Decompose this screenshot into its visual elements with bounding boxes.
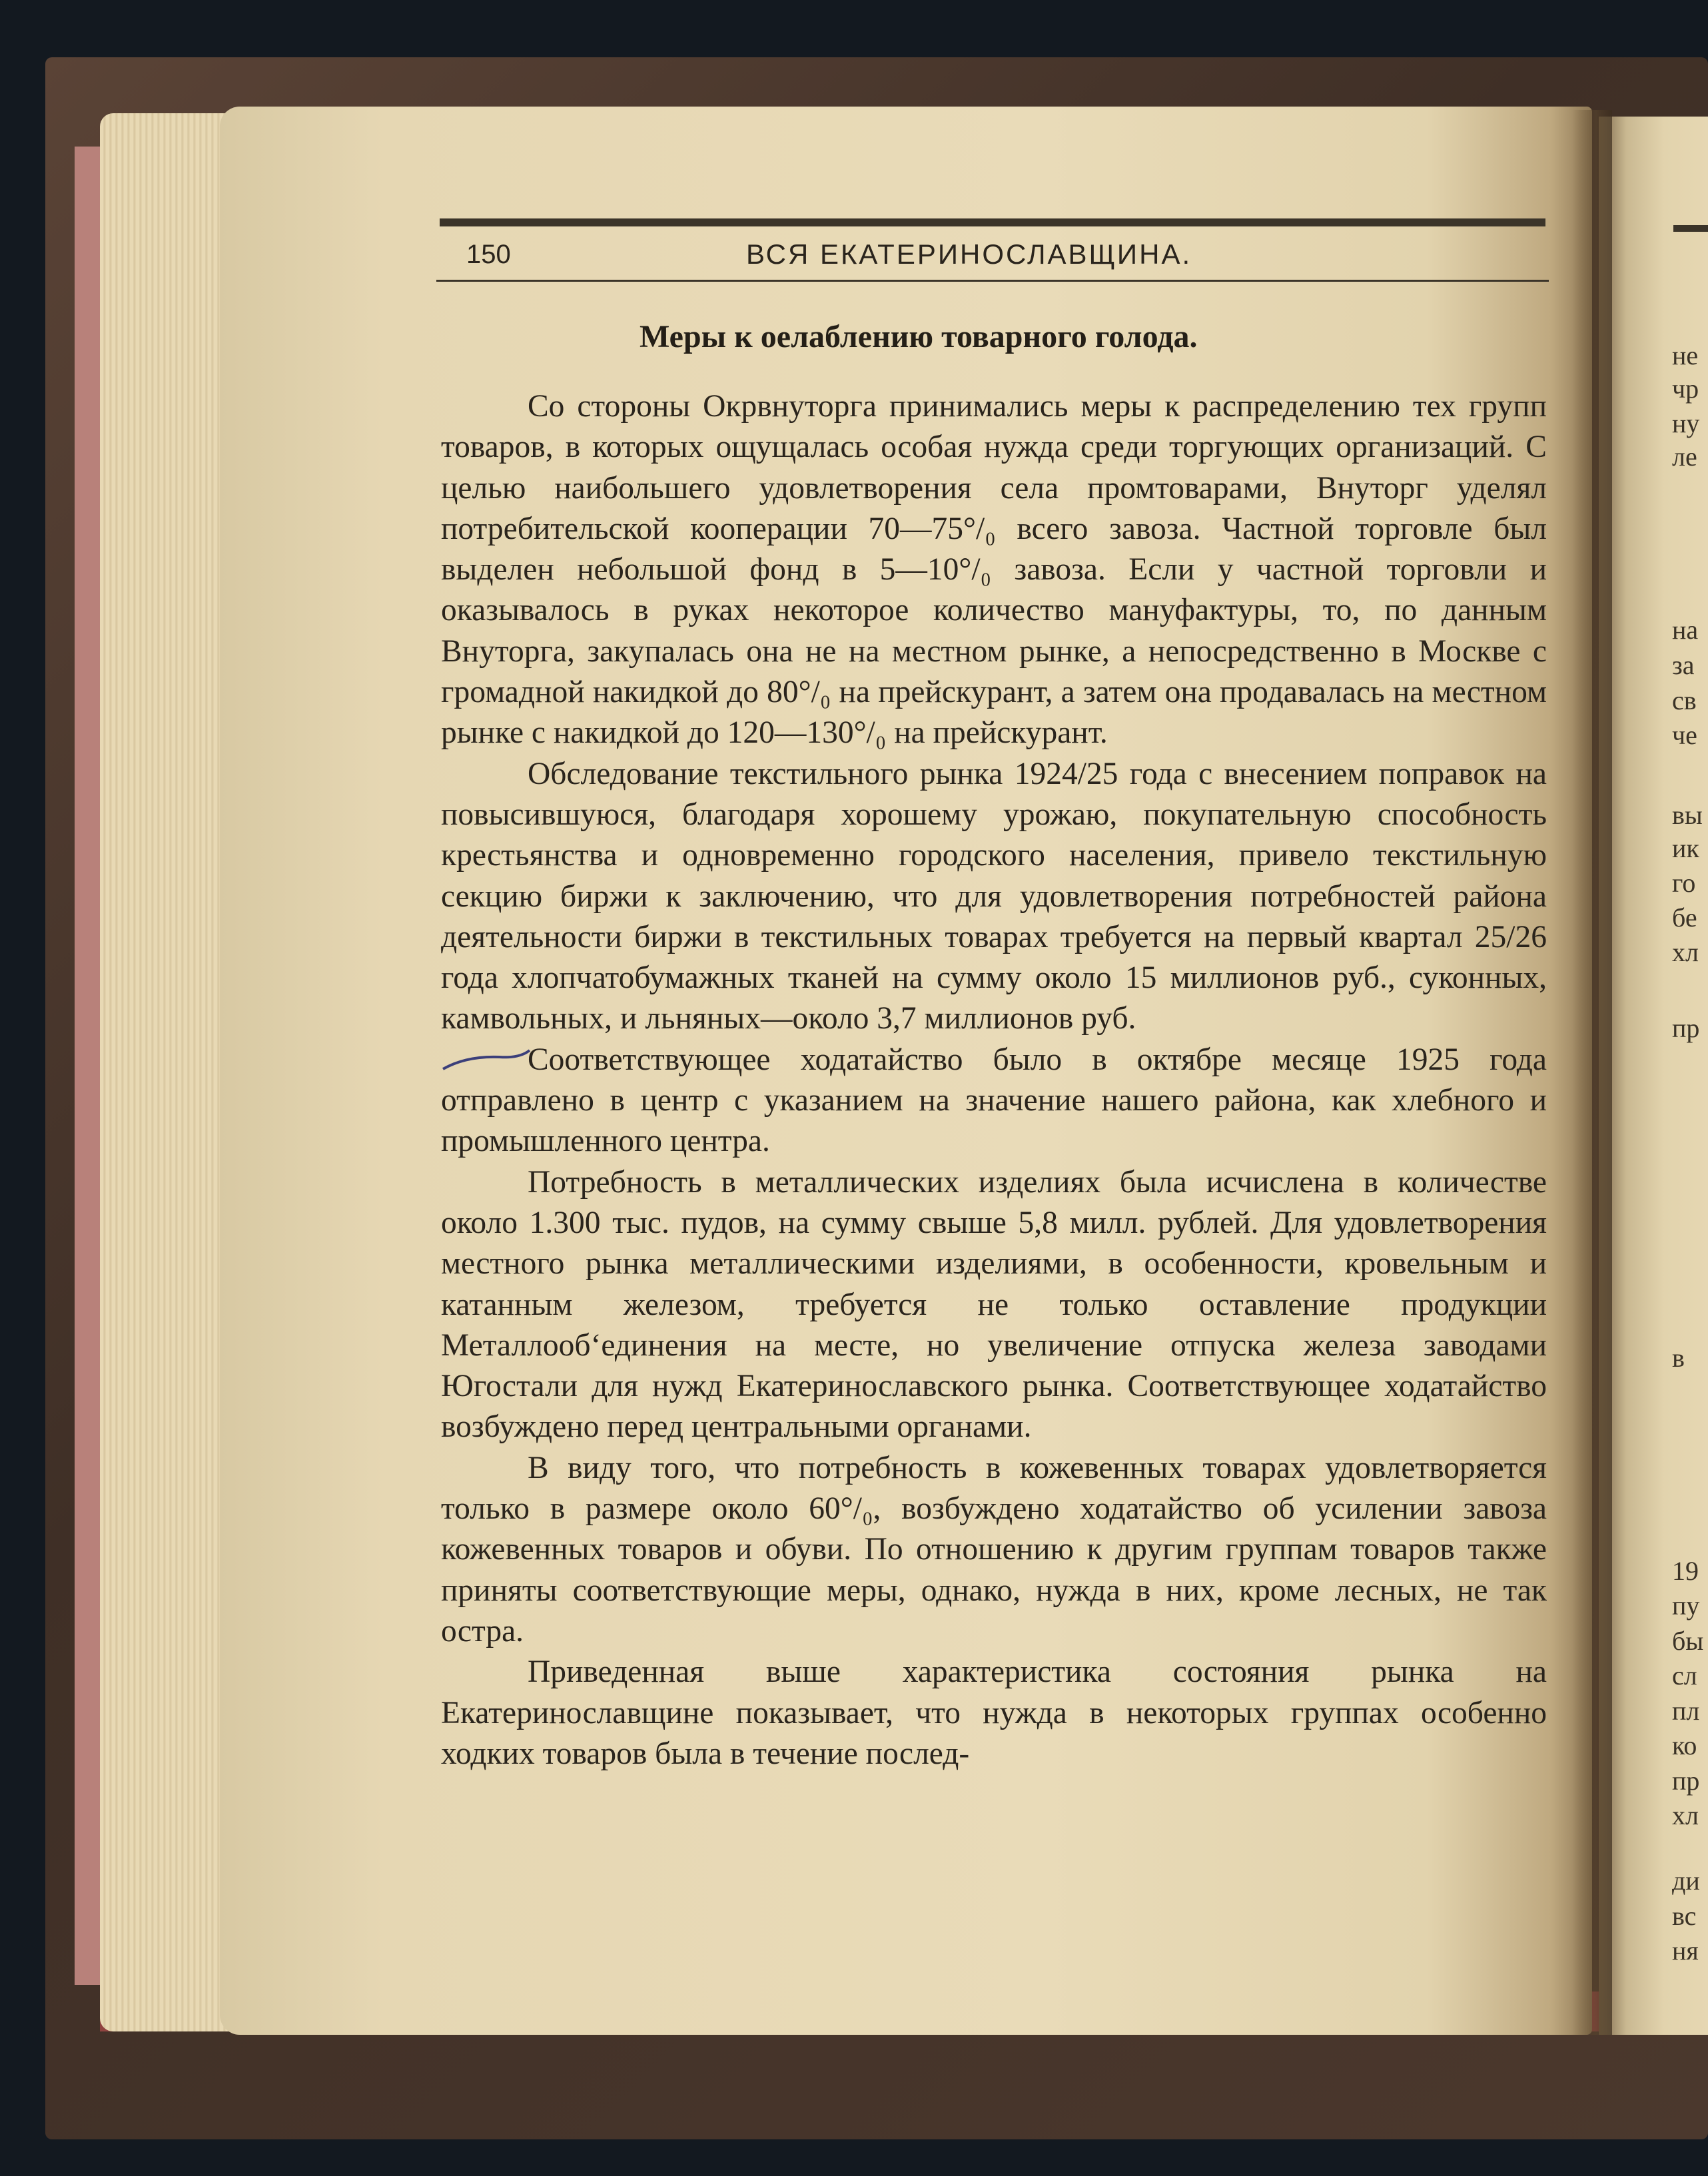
- paragraph: В виду того, что потребность в кожевенных товарах удовлетворяется только в размере около 60°/₀, возбуждено ходатайство об усилении завоза кожевенных товаров и обуви. По отношению к другим группам товаров также приняты соответствующие меры, однако, нужда в них, кроме лесных, не так остра.: [441, 1450, 1547, 1648]
- body-text: [441, 386, 1547, 1774]
- facing-page-fragment: сл: [1672, 1660, 1697, 1690]
- paragraph: Приведенная выше характеристика состояния рынка на Екатеринославщине показывает, что нужда в некоторых группах особенно ходких товаров была в течение послед-: [441, 1654, 1547, 1771]
- header-rule-thick: [440, 218, 1545, 226]
- facing-page-fragment: ик: [1672, 833, 1699, 863]
- paragraph: Обследование текстильного рынка 1924/25 года с внесением поправок на повысившуюся, благодаря хорошему урожаю, покупательную способность крестьянства и одновременно городского населения, привело текстильную секцию биржи к заключению, что для удовлетворения потребностей района деятельности биржи в текстильных товарах требуется на первый квартал 25/26 года хлопчатобумажных тканей на сумму около 15 миллионов руб., суконных, камвольных, и льняных—около 3,7 миллионов руб.: [441, 756, 1547, 1036]
- facing-page-fragment: ди: [1672, 1866, 1700, 1896]
- section-heading: Меры к оелаблению товарного голода.: [640, 319, 1198, 354]
- running-head: ВСЯ ЕКАТЕРИНОСЛАВЩИНА.: [746, 238, 1192, 270]
- facing-page-fragment: хл: [1672, 1800, 1699, 1830]
- facing-page-fragment: бе: [1672, 903, 1697, 932]
- facing-page-fragment: в: [1672, 1343, 1685, 1373]
- facing-page-fragment: за: [1672, 650, 1695, 680]
- facing-page-fragment: че: [1672, 720, 1697, 750]
- facing-page-fragment: бы: [1672, 1626, 1704, 1656]
- facing-page-fragment: го: [1672, 868, 1696, 898]
- facing-page-fragment: св: [1672, 685, 1697, 715]
- facing-page-fragment: вы: [1672, 800, 1703, 830]
- facing-page-fragment: ле: [1672, 442, 1697, 472]
- facing-page-fragment: ня: [1672, 1936, 1699, 1966]
- facing-page-fragment: вс: [1672, 1901, 1697, 1931]
- paragraph: Потребность в металлических изделиях была исчислена в количестве около 1.300 тыс. пудов, на сумму свыше 5,8 милл. рублей. Для удовлетворения местного рынка металлическими изделиями, в особенности, кровельным и катанным железом, требуется не только оставление продукции Металлооб‘единения на месте, но увеличение отпуска железа заводами Югостали для нужд Екатеринославского рынка. Соответствующее ходатайство возбуждено перед центральными органами.: [441, 1164, 1547, 1445]
- paragraph: Со стороны Окрвнуторга принимались меры к распределению тех групп товаров, в которых ощущалась особая нужда среди торгующих организаций. С целью наибольшего удовлетворения села промтоварами, Внуторг уделял потребительской кооперации 70—75°/₀ всего завоза. Частной торговле был выделен небольшой фонд в 5—10°/₀ завоза. Если у частной торговли и оказывалось в руках некоторое количество мануфактуры, то, по данным Внуторга, закупалась она не на местном рынке, а непосредственно в Москве с громадной накидкой до 80°/₀ на прейскурант, а затем она продавалась на местном рынке с накидкой до 120—130°/₀ на прейскурант.: [441, 389, 1547, 751]
- facing-page-fragment: чр: [1672, 374, 1699, 404]
- facing-page-fragment: не: [1672, 340, 1699, 370]
- facing-page-fragment: ко: [1672, 1730, 1697, 1760]
- facing-page-fragment: 19: [1672, 1556, 1699, 1586]
- facing-page-fragment: пр: [1672, 1766, 1700, 1796]
- facing-page-fragment: пр: [1672, 1013, 1700, 1043]
- paragraph: Соответствующее ходатайство было в октябре месяце 1925 года отправлено в центр с указанием на значение нашего района, как хлебного и промышленного центра.: [441, 1042, 1547, 1159]
- header-rule-thin: [436, 280, 1549, 282]
- facing-page-fragment: ну: [1672, 408, 1700, 438]
- page-number: 150: [466, 240, 511, 269]
- facing-page-fragment: пу: [1672, 1591, 1700, 1621]
- facing-page-fragment: пл: [1672, 1696, 1700, 1726]
- pen-underline-mark: [440, 1042, 533, 1076]
- page-gutter: [1572, 110, 1612, 2035]
- facing-page-rule: [1673, 225, 1708, 232]
- facing-page-fragment: на: [1672, 615, 1699, 645]
- facing-page-fragment: хл: [1672, 937, 1699, 967]
